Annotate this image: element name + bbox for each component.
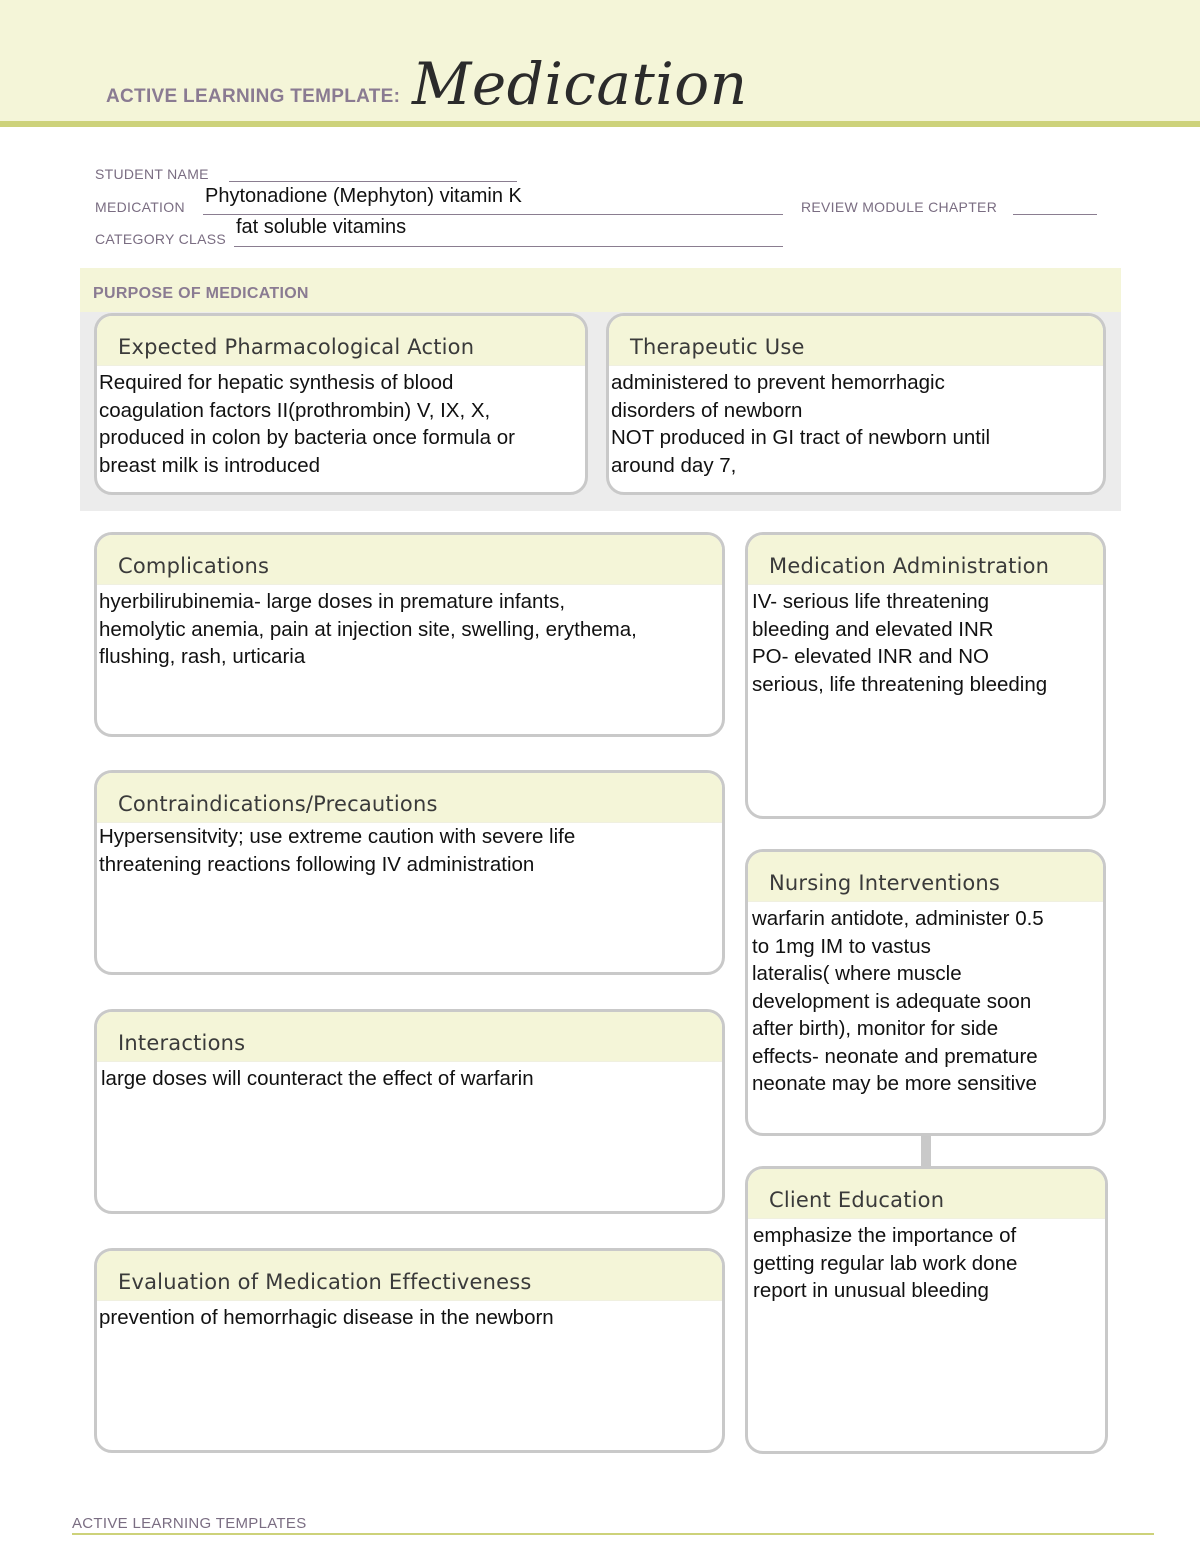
- review-module-label: REVIEW MODULE CHAPTER: [801, 199, 998, 215]
- medication-administration-title: Medication Administration: [769, 554, 1050, 578]
- evaluation-box: [94, 1248, 725, 1453]
- medication-administration-text[interactable]: IV- serious life threatening bleeding and elevated INR PO- elevated INR and NO serious, life threatening bleeding: [752, 590, 1048, 696]
- review-module-line: [1013, 214, 1097, 215]
- evaluation-text[interactable]: prevention of hemorrhagic disease in the newborn: [99, 1306, 554, 1329]
- interactions-header: [97, 1012, 722, 1062]
- purpose-title: PURPOSE OF MEDICATION: [93, 285, 309, 302]
- contraindications-title: Contraindications/Precautions: [118, 792, 438, 816]
- therapeutic-use-header: [609, 316, 1103, 366]
- evaluation-title: Evaluation of Medication Effectiveness: [118, 1270, 532, 1294]
- medication-line: [203, 214, 783, 215]
- interactions-box: [94, 1009, 725, 1214]
- evaluation-header: [97, 1251, 722, 1301]
- nursing-interventions-text[interactable]: warfarin antidote, administer 0.5 to 1mg IM to vastus lateralis( where muscle development is adequate soon after birth), monitor for side effects- neonate and premature neonate may be more sensitive: [752, 907, 1044, 1095]
- category-class-label: CATEGORY CLASS: [95, 231, 227, 247]
- therapeutic-use-title: Therapeutic Use: [630, 335, 805, 359]
- header-divider: [0, 121, 1200, 127]
- therapeutic-use-box: [606, 313, 1106, 495]
- interactions-text[interactable]: large doses will counteract the effect of warfarin: [101, 1067, 534, 1090]
- medication-administration-header: [748, 535, 1103, 585]
- expected-action-header: [97, 316, 585, 366]
- nursing-interventions-title: Nursing Interventions: [769, 871, 1001, 895]
- medication-field[interactable]: Phytonadione (Mephyton) vitamin K: [205, 185, 522, 207]
- expected-action-text[interactable]: Required for hepatic synthesis of blood coagulation factors II(prothrombin) V, IX, X, produced in colon by bacteria once formula or breast milk is introduced: [99, 371, 515, 477]
- footer-label: ACTIVE LEARNING TEMPLATES: [72, 1515, 307, 1532]
- student-name-label: STUDENT NAME: [95, 166, 209, 182]
- category-class-field[interactable]: fat soluble vitamins: [236, 216, 407, 238]
- contraindications-header: [97, 773, 722, 823]
- client-education-box: [745, 1166, 1108, 1454]
- complications-text[interactable]: hyerbilirubinemia- large doses in premature infants, hemolytic anemia, pain at injection site, swelling, erythema, flushing, rash, urticaria: [99, 590, 637, 668]
- template-prefix: ACTIVE LEARNING TEMPLATE:: [106, 86, 401, 107]
- expected-action-title: Expected Pharmacological Action: [118, 335, 475, 359]
- medication-administration-box: [745, 532, 1106, 819]
- medication-label: MEDICATION: [95, 199, 185, 215]
- page-title: Medication: [412, 50, 748, 118]
- category-class-line: [234, 246, 783, 247]
- client-education-text[interactable]: emphasize the importance of getting regular lab work done report in unusual bleeding: [753, 1224, 1018, 1302]
- client-education-header: [748, 1169, 1105, 1219]
- student-name-line: [229, 181, 517, 182]
- contraindications-text[interactable]: Hypersensitvity; use extreme caution with severe life threatening reactions following IV administration: [99, 825, 576, 876]
- expected-action-box: [94, 313, 588, 495]
- nursing-interventions-box: [745, 849, 1106, 1136]
- client-education-title: Client Education: [769, 1188, 945, 1212]
- box-connector: [921, 1134, 931, 1168]
- complications-title: Complications: [118, 554, 270, 578]
- interactions-title: Interactions: [118, 1031, 246, 1055]
- complications-header: [97, 535, 722, 585]
- footer-divider: [72, 1533, 1154, 1535]
- contraindications-box: [94, 770, 725, 975]
- complications-box: [94, 532, 725, 737]
- therapeutic-use-text[interactable]: administered to prevent hemorrhagic disorders of newborn NOT produced in GI tract of newborn until around day 7,: [611, 371, 991, 477]
- nursing-interventions-header: [748, 852, 1103, 902]
